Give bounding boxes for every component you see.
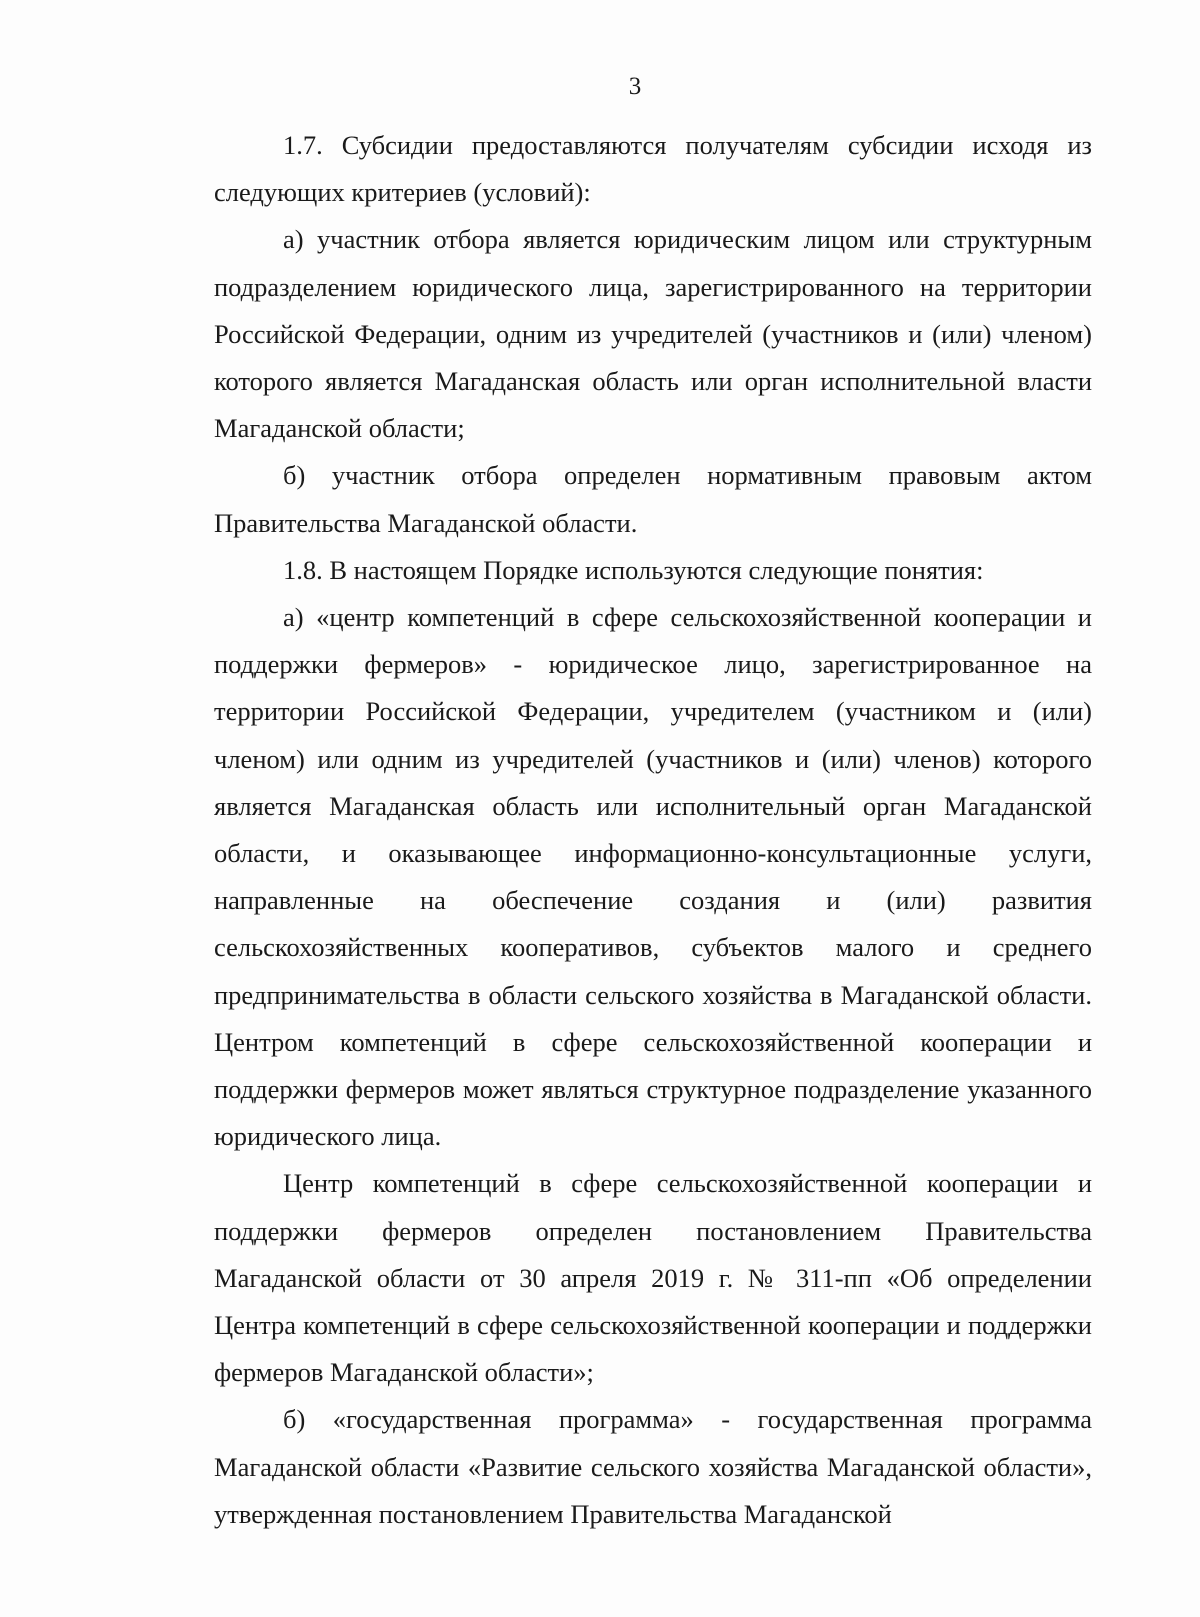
paragraph-1-8-b: б) «государственная программа» - государственная программа Магаданской области «Развитие сельского хозяйства Магаданской области», утвержденная постановлением Правительства Магаданской xyxy=(214,1404,1092,1529)
document-body xyxy=(214,122,1092,1538)
page-number: 3 xyxy=(628,73,642,100)
paragraph-1-8-a: а) «центр компетенций в сфере сельскохозяйственной кооперации и поддержки фермеров» - юридическое лицо, зарегистрированное на территории Российской Федерации, учредителем (участником и (или) членом) или одним из учредителей (участников и (или) членов) которого является Магаданская область или исполнительный орган Магаданской области, и оказывающее информационно-консультационные услуги, направленные на обеспечение создания и (или) развития сельскохозяйственных кооперативов, субъектов малого и среднего предпринимательства в области сельского хозяйства в Магаданской области. Центром компетенций в сфере сельскохозяйственной кооперации и поддержки фермеров может являться структурное подразделение указанного юридического лица. xyxy=(214,602,1092,1152)
paragraph-1-7-a: а) участник отбора является юридическим лицом или структурным подразделением юридического лица, зарегистрированного на территории Российской Федерации, одним из учредителей (участников и (или) членом) которого является Магаданская область или орган исполнительной власти Магаданской области; xyxy=(214,224,1092,444)
paragraph-1-7-b: б) участник отбора определен нормативным правовым актом Правительства Магаданской области. xyxy=(214,460,1092,538)
paragraph-competence-center: Центр компетенций в сфере сельскохозяйственной кооперации и поддержки фермеров определен постановлением Правительства Магаданской области от 30 апреля 2019 г. № 311-пп «Об определении Центра компетенций в сфере сельскохозяйственной кооперации и поддержки фермеров Магаданской области»; xyxy=(214,1168,1092,1388)
paragraph-1-8: 1.8. В настоящем Порядке используются следующие понятия: xyxy=(283,554,984,585)
paragraph-1-7: 1.7. Субсидии предоставляются получателям субсидии исходя из следующих критериев (условий): xyxy=(214,130,1092,208)
